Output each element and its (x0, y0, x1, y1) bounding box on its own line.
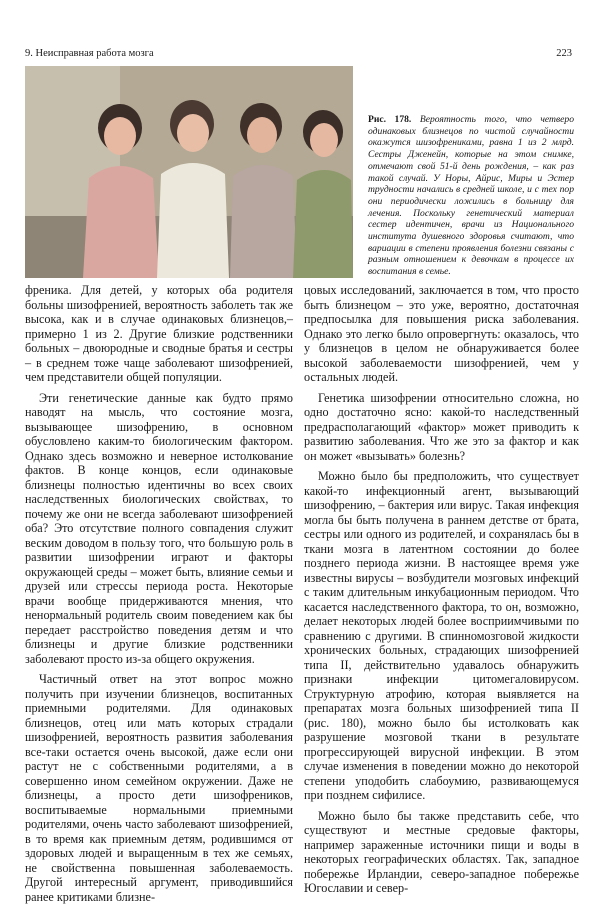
left-column (25, 283, 293, 910)
figure-caption (368, 114, 574, 278)
paragraph: Можно было бы предположить, что существует какой-то инфекционный агент, вызывающий шизофрению, – бактерия или вирус. Такая инфекция могла бы быть получена в раннем детстве от брата, сестры или одного из родителей, и сохранялась бы в ткани мозга в латентном состоянии до более позднего периода жизни. В настоящее время уже известны вирусы – возбудители мозговых инфекций с таким длительным инкубационным периодом. Что касается наследственного фактора, то он, возможно, делает некоторых людей более восприимчивыми по сравнению с другими. В спинномозговой жидкости хронических больных, страдающих шизофренией типа II, действительно удавалось обнаружить признаки инфекции цитомегаловирусом. Структурную атрофию, которая выявляется на препаратах мозга больных шизофренией типа II (рис. 180), можно было бы истолковать как разрушение мозговой ткани в результате прогрессирующей вирусной инфекции. В этом случае изменения в поведении можно до некоторой степени уподобить слабоумию, развивающемуся при позднем сифилисе. (304, 469, 579, 802)
paragraph: цовых исследований, заключается в том, что просто быть близнецом – это уже, вероятно, достаточная предпосылка для повышения риска заболевания. Однако это легко было опровергнуть: оказалось, что у близнецов в целом не обнаруживается более высокой заболеваемости шизофренией, чем у остальных людей. (304, 283, 579, 384)
figure-photo (25, 66, 353, 278)
paragraph: Можно было бы также представить себе, что существуют и местные средовые факторы, например зараженные источники пищи и воды в некоторых географических областях. Так, западное побережье Ирландии, северо-западное побережье Югославии и север- (304, 808, 579, 895)
paragraph: Эти генетические данные как будто прямо наводят на мысль, что состояние мозга, вызывающее шизофрению, в основном обусловлено каким-то биологическим фактором. Однако здесь возможно и неверное истолкование фактов. В конце концов, если одинаковые близнецы полностью идентичны во всех своих наследственных биологических свойствах, то почему же они не всегда заболевают шизофренией оба? Это отсутствие полного совпадения служит веским доводом в пользу того, что большую роль в развитии шизофрении играют и факторы окружающей среды – может быть, влияние семьи и друзей или стрессы периода роста. Некоторые врачи вообще придерживаются мнения, что ненормальный родитель своим поведением как бы передает расстройство поведения детям и что близнецы и другие близкие родственники заболевают просто из-за общего окружения. (25, 390, 293, 666)
paragraph: френика. Для детей, у которых оба родителя больны шизофренией, вероятность заболеть так же высока, как и в случае одинаковых близнецов,– примерно 1 из 2. Другие близкие родственники больных – двоюродные и сводные братья и сестры – в среднем тоже чаще заболевают шизофренией, чем представители общей популяции. (25, 283, 293, 384)
figure-caption-text: Вероятность того, что четверо одинаковых близнецов по чистой случайности окажутся шизофрениками, равна 1 из 2 млрд. Сестры Дженейн, которые на этом снимке, отмечают свой 51-й день рождения, – как раз такой случай. У Норы, Айрис, Миры и Эстер трудности начались в средней школе, и с тех пор они периодически ложились в больницу для лечения. Поскольку генетический материал сестер идентичен, врачи из Национального института душевного здоровья считают, что вариации в степени проявления болезни связаны с разным отношением к девочкам в процессе их воспитания в семье. (368, 114, 574, 278)
chapter-title: 9. Неисправная работа мозга (25, 48, 154, 59)
paragraph: Генетика шизофрении относительно сложна, но одно достаточно ясно: какой-то наследственный предрасполагающий «фактор» может приводить к развитию заболевания. Что же это за фактор и как он может «вызывать» болезнь? (304, 390, 579, 463)
right-column (304, 283, 579, 902)
sisters-photo-illustration (25, 66, 353, 278)
figure-label: Рис. 178. (368, 114, 412, 125)
page-number: 223 (556, 48, 572, 59)
paragraph: Частичный ответ на этот вопрос можно получить при изучении близнецов, воспитанных приемными родителями. Для одинаковых близнецов, отец или мать которых страдали шизофренией, вероятность развития заболевания все-таки остается очень высокой, даже если они растут не с собственными родителями, а в совершенно ином семейном окружении. Даже не близнецы, а просто дети шизофреников, воспитываемые нормальными приемными родителями, очень часто заболевают шизофренией, в то время как приемным детям, родившимся от здоровых людей и выращенным в тех же семьях, не свойственна повышенная заболеваемость. Другой интересный аргумент, приводившийся ранее критиками близне- (25, 672, 293, 904)
